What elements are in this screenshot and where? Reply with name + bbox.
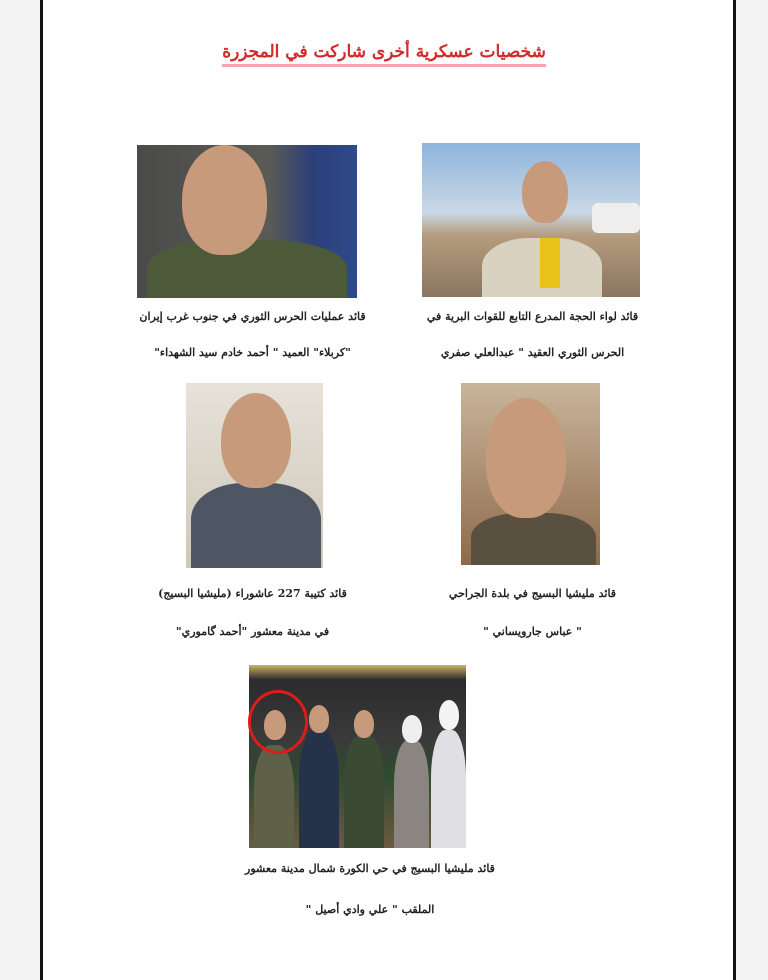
vehicle xyxy=(592,203,640,233)
photo-abdolali-safari xyxy=(422,143,640,297)
photo-ahmad-khadem xyxy=(137,145,357,298)
photo-abbas-jarvisani xyxy=(461,383,600,565)
caption-line: قائد مليشيا البسيج في بلدة الجراحي xyxy=(448,587,617,600)
caption-line: "كربلاء" العميد " أحمد خادم سيد الشهداء" xyxy=(154,346,351,359)
person-body xyxy=(471,513,596,565)
caption-line: " عباس جارويساني " xyxy=(483,625,582,638)
person-face xyxy=(439,700,459,730)
person-body xyxy=(431,730,466,848)
caption-line: قائد عمليات الحرس الثوري في جنوب غرب إيران xyxy=(139,310,366,323)
page-title: شخصيات عسكرية أخرى شاركت في المجزرة xyxy=(0,42,768,62)
person-face xyxy=(486,398,566,518)
person-body xyxy=(394,740,429,848)
person-body xyxy=(254,745,294,848)
caption-line: في مدينة معشور "أحمد گاموري" xyxy=(175,625,330,638)
caption-line: الملقب " علي وادي أصيل " xyxy=(305,903,435,916)
photo-ahmad-gamouri xyxy=(186,383,323,568)
person-face xyxy=(309,705,329,733)
person-body xyxy=(344,735,384,848)
person-body xyxy=(299,730,339,848)
caption-line: قائد مليشيا البسيج في حي الكورة شمال مدينة معشور xyxy=(245,862,495,875)
microphone xyxy=(540,238,560,288)
highlight-circle xyxy=(248,690,308,754)
caption-line: الحرس الثوري العقيد " عبدالعلي صفري xyxy=(440,346,625,359)
person-face xyxy=(402,715,422,743)
person-face xyxy=(182,145,267,255)
person-face xyxy=(221,393,291,488)
caption-line: قائد كتيبة 227 عاشوراء (مليشيا البسيج) xyxy=(158,587,347,600)
person-face xyxy=(354,710,374,738)
person-body xyxy=(191,483,321,568)
person-face xyxy=(522,161,568,223)
caption-line: قائد لواء الحجة المدرع التابع للقوات البرية في xyxy=(426,310,639,323)
